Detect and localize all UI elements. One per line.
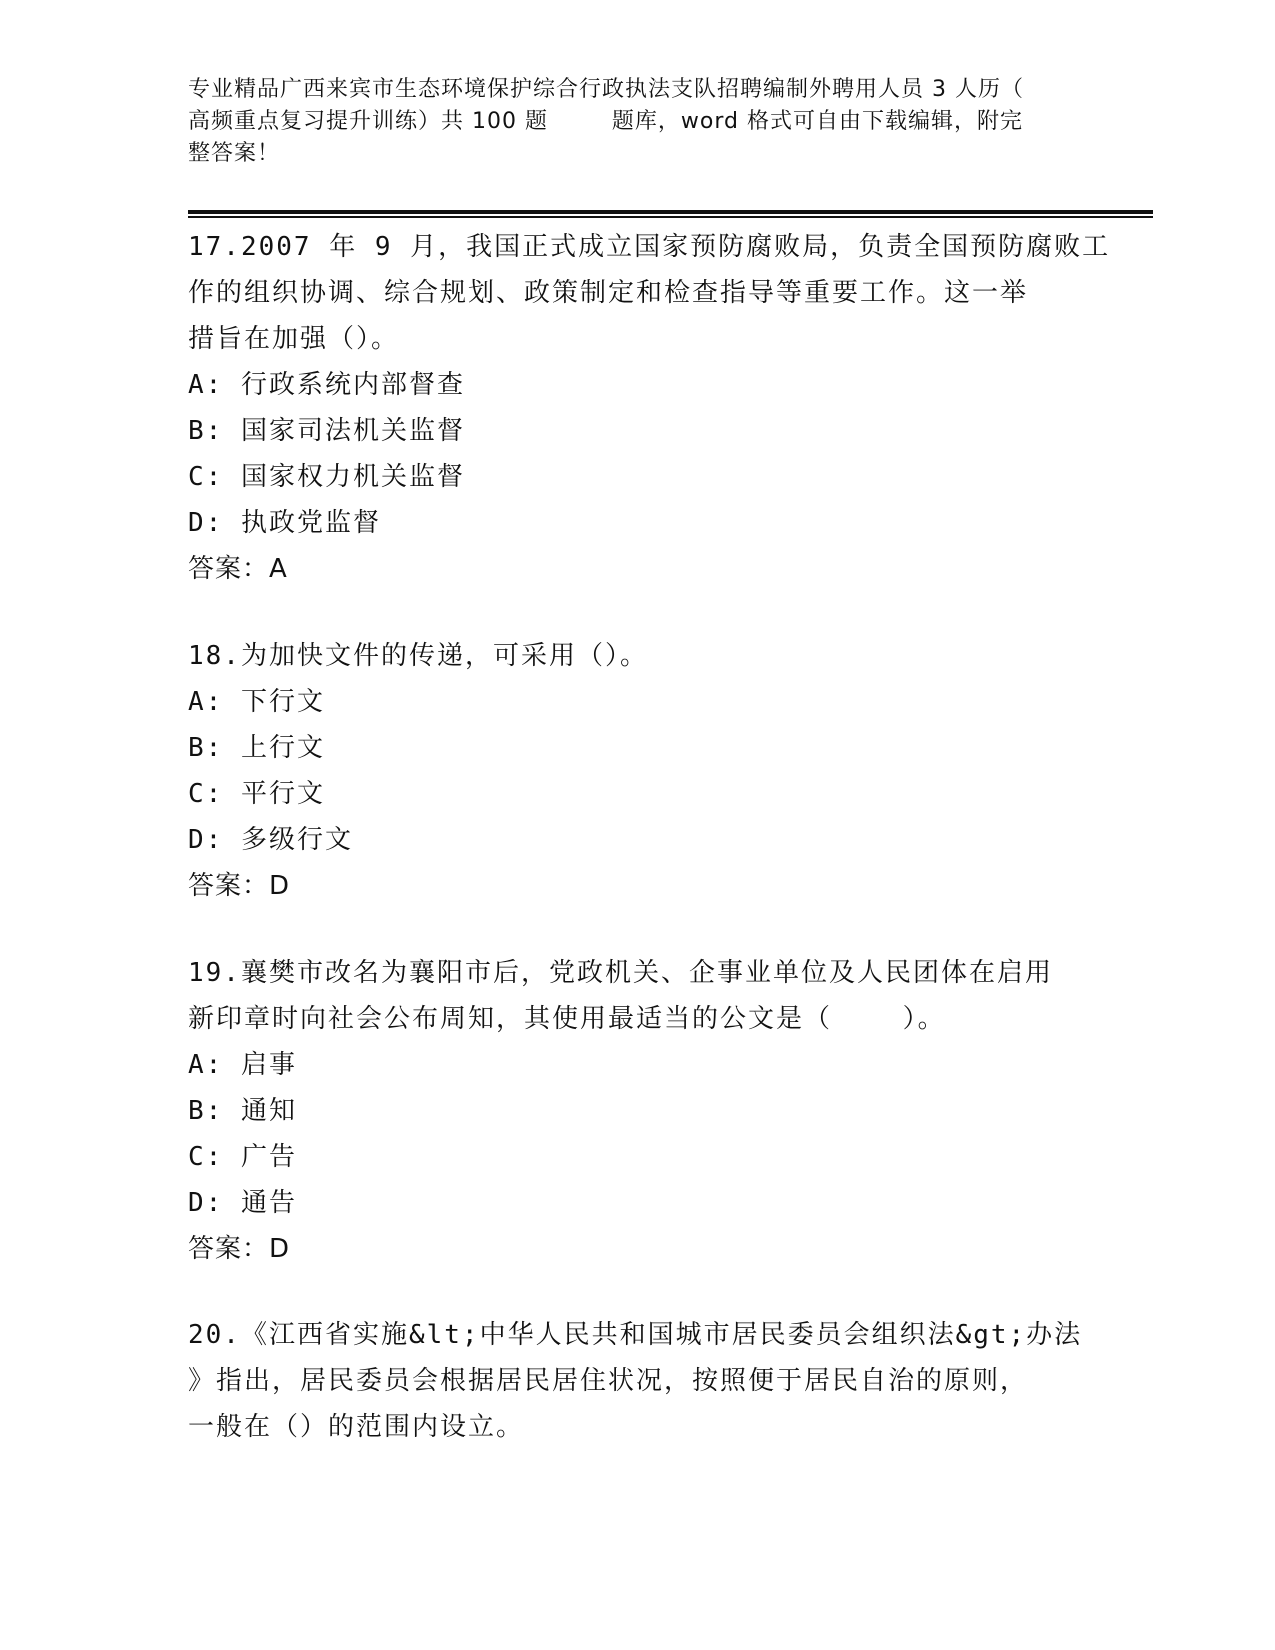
- question-text-line: 一般在（）的范围内设立。: [188, 1412, 525, 1442]
- question-text-line: 19.襄樊市改名为襄阳市后，党政机关、企事业单位及人民团体在启用: [188, 958, 1053, 988]
- option-b: B: 上行文: [188, 733, 325, 763]
- question-text-line: 18.为加快文件的传递，可采用（）。: [188, 641, 648, 671]
- document-header: [188, 74, 1088, 170]
- option-d: D: 多级行文: [188, 825, 353, 855]
- question-text-line: 作的组织协调、综合规划、政策制定和检查指导等重要工作。这一举: [188, 278, 1029, 308]
- option-b: B: 通知: [188, 1096, 297, 1126]
- answer-text: 答案：A: [188, 554, 288, 584]
- option-d: D: 通告: [188, 1188, 297, 1218]
- option-c: C: 平行文: [188, 779, 325, 809]
- question-20: [188, 1312, 1128, 1450]
- question-text-line: 措旨在加强（）。: [188, 324, 400, 354]
- question-18: [188, 633, 1128, 909]
- question-text-line: 》指出，居民委员会根据居民居住状况，按照便于居民自治的原则，: [188, 1366, 1029, 1396]
- question-text-line: 17.2007 年 9 月，我国正式成立国家预防腐败局，负责全国预防腐败工: [188, 232, 1111, 262]
- question-text-line: 新印章时向社会公布周知，其使用最适当的公文是（ ）。: [188, 1004, 946, 1034]
- question-19: [188, 950, 1128, 1272]
- option-d: D: 执政党监督: [188, 508, 381, 538]
- option-a: A: 行政系统内部督查: [188, 370, 465, 400]
- header-line: 高频重点复习提升训练）共 100 题 题库，word 格式可自由下载编辑，附完: [188, 109, 1023, 134]
- answer-text: 答案：D: [188, 871, 291, 901]
- option-b: B: 国家司法机关监督: [188, 416, 465, 446]
- header-line: 整答案！: [188, 141, 281, 166]
- question-17: [188, 224, 1128, 592]
- option-a: A: 下行文: [188, 687, 325, 717]
- option-a: A: 启事: [188, 1050, 297, 1080]
- header-divider-thick: [188, 210, 1153, 214]
- header-line: 专业精品广西来宾市生态环境保护综合行政执法支队招聘编制外聘用人员 3 人历（: [188, 77, 1024, 102]
- option-c: C: 国家权力机关监督: [188, 462, 465, 492]
- option-c: C: 广告: [188, 1142, 297, 1172]
- header-divider-thin: [188, 216, 1153, 218]
- question-text-line: 20.《江西省实施&lt;中华人民共和国城市居民委员会组织法&gt;办法: [188, 1320, 1083, 1350]
- answer-text: 答案：D: [188, 1234, 291, 1264]
